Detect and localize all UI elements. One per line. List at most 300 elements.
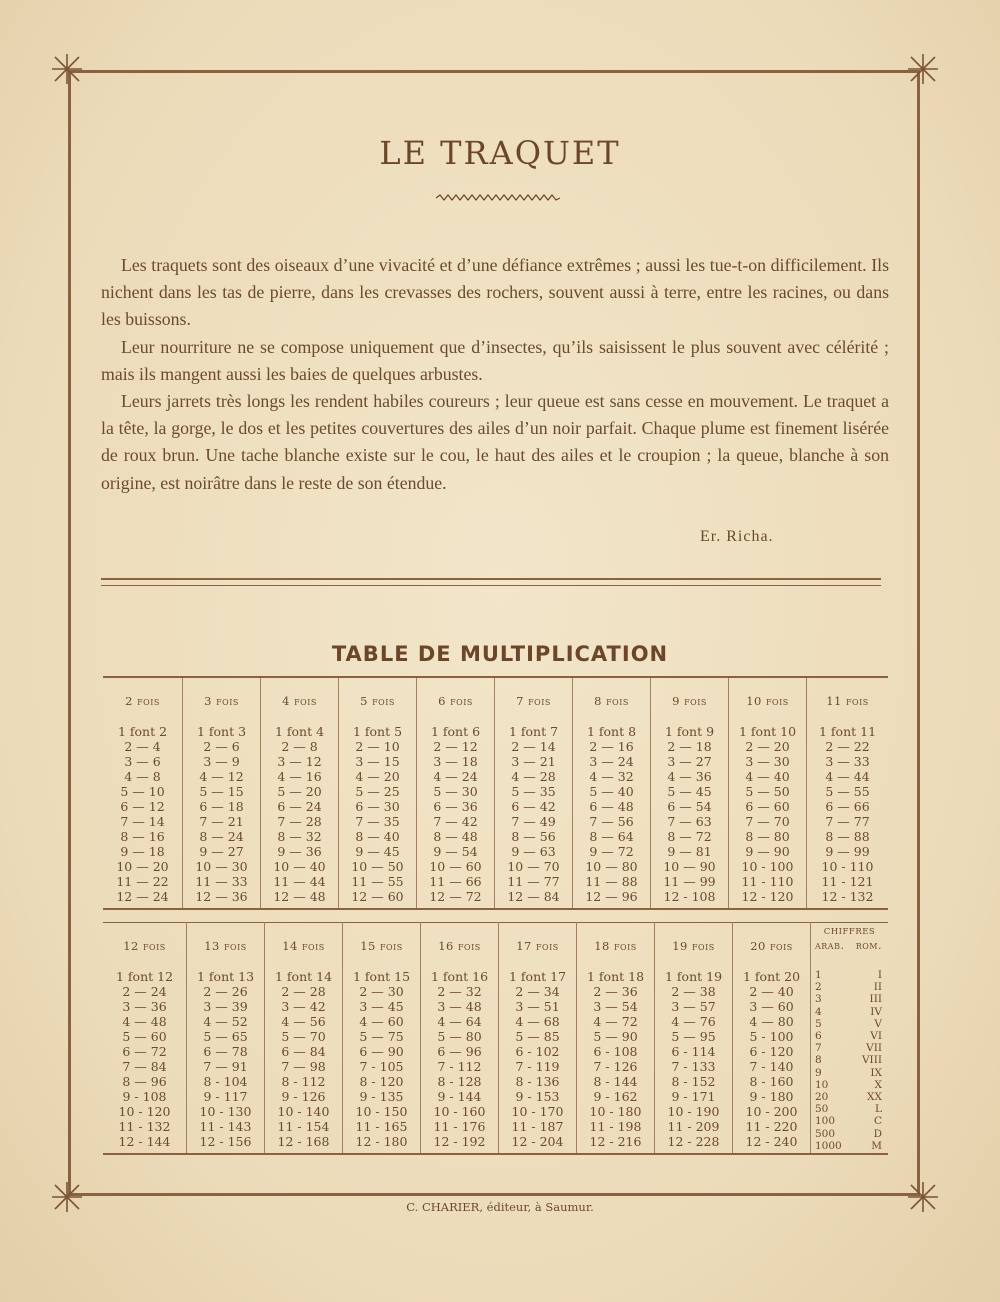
table-cell: 3 — 36: [122, 999, 167, 1014]
table-cell: 10 — 60: [429, 859, 482, 874]
table-column: [103, 969, 187, 1154]
table-cell: 4 — 36: [667, 769, 712, 784]
table-cell: 3 — 39: [203, 999, 248, 1014]
table-cell: 6 — 36: [433, 799, 478, 814]
table-cell: 11 — 44: [273, 874, 326, 889]
table-cell: 7 — 63: [667, 814, 712, 829]
article-paragraph: Leur nourriture ne se compose uniquement que d’insectes, qu’ils saisissent le plus souvent avec célérité ; mais ils mangent aussi les baies de quelques arbustes.: [101, 336, 889, 384]
table-cell: 7 — 21: [199, 814, 244, 829]
multiplication-table-bottom: [103, 922, 888, 1155]
table-cell: 7 - 119: [515, 1059, 560, 1074]
article-body: [101, 252, 889, 497]
table-cell: 11 - 209: [667, 1119, 720, 1134]
table-cell: 1 font 6: [430, 724, 481, 739]
roman-pair: [811, 969, 888, 981]
table-cell: 1 font 7: [508, 724, 559, 739]
arab-number: 3: [815, 993, 822, 1006]
table-cell: 11 — 88: [585, 874, 638, 889]
table-cell: 9 - 117: [203, 1089, 248, 1104]
corner-ornament-icon: [50, 52, 84, 86]
column-header: 6 fois: [417, 677, 495, 724]
table-column: [499, 969, 577, 1154]
column-header: 20 fois: [733, 923, 811, 970]
table-cell: 10 - 110: [821, 859, 874, 874]
roman-number: IV: [870, 1005, 882, 1018]
table-cell: 4 — 48: [122, 1014, 167, 1029]
table-cell: 9 — 81: [667, 844, 712, 859]
table-cell: 10 — 30: [195, 859, 248, 874]
table-cell: 12 — 48: [273, 889, 326, 904]
arab-number: 4: [815, 1005, 822, 1018]
table-cell: 2 — 22: [825, 739, 870, 754]
table-column: [103, 724, 183, 909]
roman-number: V: [874, 1017, 882, 1030]
table-cell: 5 — 20: [277, 784, 322, 799]
column-header: 15 fois: [343, 923, 421, 970]
table-column: [183, 724, 261, 909]
table-cell: 8 — 96: [122, 1074, 167, 1089]
table-cell: 10 - 150: [355, 1104, 408, 1119]
roman-subheading: [811, 938, 888, 953]
table-cell: 9 — 90: [745, 844, 790, 859]
column-header: 16 fois: [421, 923, 499, 970]
table-cell: 12 - 156: [199, 1134, 252, 1149]
arab-number: 8: [815, 1054, 822, 1067]
arab-number: 6: [815, 1030, 822, 1043]
roman-pair: [811, 1115, 888, 1127]
table-cell: 11 — 77: [507, 874, 560, 889]
roman-number: C: [873, 1115, 882, 1128]
table-cell: 12 — 60: [351, 889, 404, 904]
table-cell: 10 — 20: [116, 859, 169, 874]
rom-label: rom.: [855, 939, 882, 952]
arab-number: 5: [815, 1017, 822, 1030]
column-header: 4 fois: [261, 677, 339, 724]
table-cell: 3 — 9: [203, 754, 240, 769]
column-header: 18 fois: [577, 923, 655, 970]
table-cell: 2 — 10: [355, 739, 400, 754]
table-cell: 4 — 28: [511, 769, 556, 784]
table-cell: 8 — 88: [825, 829, 870, 844]
roman-number: VI: [870, 1030, 882, 1043]
table-cell: 12 — 84: [507, 889, 560, 904]
table-cell: 6 — 30: [355, 799, 400, 814]
table-cell: 7 — 91: [203, 1059, 248, 1074]
table-cell: 12 - 108: [663, 889, 716, 904]
table-cell: 3 — 45: [359, 999, 404, 1014]
table-cell: 7 — 35: [355, 814, 400, 829]
table-cell: 4 — 72: [593, 1014, 638, 1029]
table-cell: 5 — 25: [355, 784, 400, 799]
table-cell: 1 font 8: [586, 724, 637, 739]
table-cell: 3 — 42: [281, 999, 326, 1014]
table-cell: 1 font 10: [738, 724, 797, 739]
table-cell: 5 — 90: [593, 1029, 638, 1044]
table-cell: 12 - 132: [821, 889, 874, 904]
table-cell: 8 - 152: [671, 1074, 716, 1089]
table-cell: 6 — 48: [589, 799, 634, 814]
table-cell: 2 — 30: [359, 984, 404, 999]
table-cell: 8 — 40: [355, 829, 400, 844]
table-cell: 11 - 121: [821, 874, 874, 889]
table-cell: 2 — 36: [593, 984, 638, 999]
table-cell: 4 — 24: [433, 769, 478, 784]
table-cell: 12 - 192: [433, 1134, 486, 1149]
column-header: 8 fois: [573, 677, 651, 724]
table-cell: 6 — 18: [199, 799, 244, 814]
table-cell: 1 font 17: [508, 969, 567, 984]
publisher-footer: C. CHARIER, éditeur, à Saumur.: [406, 1200, 594, 1214]
roman-number: X: [874, 1078, 882, 1091]
table-cell: 9 — 27: [199, 844, 244, 859]
table-cell: 2 — 34: [515, 984, 560, 999]
table-column: [651, 724, 729, 909]
table-cell: 11 - 176: [433, 1119, 486, 1134]
table-cell: 10 — 80: [585, 859, 638, 874]
column-header: 14 fois: [265, 923, 343, 970]
table-cell: 2 — 38: [671, 984, 716, 999]
roman-pair: [811, 993, 888, 1005]
roman-pair: [811, 1054, 888, 1066]
table-cell: 9 — 63: [511, 844, 556, 859]
table-cell: 4 — 20: [355, 769, 400, 784]
table-cell: 5 — 80: [437, 1029, 482, 1044]
table-cell: 5 — 45: [667, 784, 712, 799]
roman-number: VIII: [861, 1054, 882, 1067]
table-cell: 1 font 2: [117, 724, 168, 739]
table-cell: 7 - 133: [671, 1059, 716, 1074]
table-cell: 5 — 70: [281, 1029, 326, 1044]
article-paragraph: Leurs jarrets très longs les rendent habiles coureurs ; leur queue est sans cesse en mouvement. Le traquet a la tête, la gorge, le dos et les petites couvertures des ailes d’un noir parfait. Chaque plume est finement lisérée de roux brun. Une tache blanche existe sur le cou, le haut des ailes et le croupion ; la queue, blanche à son origine, est noirâtre dans le reste de son étendue.: [101, 391, 889, 493]
table-cell: 8 — 56: [511, 829, 556, 844]
column-header: 9 fois: [651, 677, 729, 724]
column-header: 17 fois: [499, 923, 577, 970]
roman-heading: CHIFFRES: [823, 927, 876, 937]
table-cell: 7 - 105: [359, 1059, 404, 1074]
table-cell: 2 — 40: [749, 984, 794, 999]
table-cell: 7 - 126: [593, 1059, 638, 1074]
table-cell: 2 — 8: [281, 739, 318, 754]
table-cell: 2 — 12: [433, 739, 478, 754]
multiplication-table-top: [103, 676, 888, 910]
table-cell: 2 — 28: [281, 984, 326, 999]
table-cell: 4 — 80: [749, 1014, 794, 1029]
table-cell: 7 — 77: [825, 814, 870, 829]
table-cell: 2 — 20: [745, 739, 790, 754]
roman-number: I: [877, 969, 882, 981]
table-cell: 6 — 24: [277, 799, 322, 814]
table-cell: 7 — 84: [122, 1059, 167, 1074]
table-cell: 1 font 15: [352, 969, 411, 984]
table-cell: 9 - 171: [671, 1089, 716, 1104]
table-cell: 6 - 120: [749, 1044, 794, 1059]
table-cell: 4 — 8: [124, 769, 161, 784]
table-cell: 6 — 84: [281, 1044, 326, 1059]
table-column: [495, 724, 573, 909]
table-cell: 2 — 32: [437, 984, 482, 999]
table-cell: 6 — 42: [511, 799, 556, 814]
table-cell: 8 - 136: [515, 1074, 560, 1089]
table-cell: 12 — 36: [195, 889, 248, 904]
table-cell: 10 - 140: [277, 1104, 330, 1119]
table-cell: 12 - 180: [355, 1134, 408, 1149]
table-column: [807, 724, 889, 909]
table-cell: 8 — 32: [277, 829, 322, 844]
table-cell: 12 - 228: [667, 1134, 720, 1149]
title-flourish-icon: [436, 193, 560, 203]
column-header: 19 fois: [655, 923, 733, 970]
table-cell: 3 — 57: [671, 999, 716, 1014]
table-cell: 6 — 12: [120, 799, 165, 814]
column-header: 7 fois: [495, 677, 573, 724]
table-cell: 10 — 70: [507, 859, 560, 874]
table-cell: 12 - 120: [741, 889, 794, 904]
roman-number: VII: [866, 1042, 882, 1055]
table-cell: 6 — 96: [437, 1044, 482, 1059]
table-column: [261, 724, 339, 909]
table-cell: 11 — 66: [429, 874, 482, 889]
table-cell: 11 — 55: [351, 874, 404, 889]
table-cell: 10 - 160: [433, 1104, 486, 1119]
table-cell: 10 — 50: [351, 859, 404, 874]
table-cell: 12 — 72: [429, 889, 482, 904]
table-cell: 3 — 30: [745, 754, 790, 769]
table-cell: 11 - 198: [589, 1119, 642, 1134]
table-cell: 4 — 44: [825, 769, 870, 784]
table-cell: 1 font 18: [586, 969, 645, 984]
roman-pair: [811, 1103, 888, 1115]
table-cell: 11 - 132: [118, 1119, 171, 1134]
table-cell: 9 — 36: [277, 844, 322, 859]
table-cell: 2 — 4: [124, 739, 161, 754]
table-cell: 8 - 144: [593, 1074, 638, 1089]
table-cell: 5 — 15: [199, 784, 244, 799]
roman-number: XX: [867, 1091, 882, 1104]
corner-ornament-icon: [906, 52, 940, 86]
table-cell: 6 - 102: [515, 1044, 560, 1059]
arab-number: 7: [815, 1042, 822, 1055]
table-cell: 8 — 48: [433, 829, 478, 844]
table-cell: 6 — 78: [203, 1044, 248, 1059]
table-cell: 9 — 99: [825, 844, 870, 859]
table-cell: 1 font 11: [818, 724, 877, 739]
table-cell: 11 - 143: [199, 1119, 252, 1134]
table-cell: 8 - 112: [281, 1074, 326, 1089]
table-cell: 6 — 66: [825, 799, 870, 814]
table-cell: 3 — 33: [825, 754, 870, 769]
table-cell: 8 — 64: [589, 829, 634, 844]
table-cell: 8 — 72: [667, 829, 712, 844]
table-cell: 1 font 4: [274, 724, 325, 739]
table-cell: 10 - 130: [199, 1104, 252, 1119]
table-cell: 4 — 16: [277, 769, 322, 784]
table-cell: 6 - 108: [593, 1044, 638, 1059]
table-column: [733, 969, 811, 1154]
table-cell: 9 - 108: [122, 1089, 167, 1104]
table-cell: 5 — 75: [359, 1029, 404, 1044]
table-cell: 9 — 18: [120, 844, 165, 859]
column-header: 13 fois: [187, 923, 265, 970]
roman-number: L: [875, 1103, 882, 1116]
arab-number: 1000: [815, 1139, 842, 1152]
table-cell: 11 - 165: [355, 1119, 408, 1134]
table-cell: 12 — 24: [116, 889, 169, 904]
table-cell: 10 - 100: [741, 859, 794, 874]
table-cell: 2 — 14: [511, 739, 556, 754]
table-cell: 3 — 60: [749, 999, 794, 1014]
table-cell: 3 — 18: [433, 754, 478, 769]
arab-number: 9: [815, 1066, 822, 1079]
table-cell: 6 — 90: [359, 1044, 404, 1059]
arab-number: 500: [815, 1127, 836, 1140]
roman-pair: [811, 981, 888, 993]
roman-pair: [811, 1042, 888, 1054]
table-cell: 8 — 16: [120, 829, 165, 844]
column-header: 10 fois: [729, 677, 807, 724]
table-cell: 7 — 28: [277, 814, 322, 829]
table-cell: 7 — 98: [281, 1059, 326, 1074]
roman-number: III: [869, 993, 882, 1006]
table-column: [339, 724, 417, 909]
table-cell: 11 - 220: [745, 1119, 798, 1134]
table-cell: 9 — 72: [589, 844, 634, 859]
roman-pair: [811, 1079, 888, 1091]
table-cell: 3 — 15: [355, 754, 400, 769]
roman-numeral-column: [811, 969, 889, 1154]
table-cell: 1 font 14: [274, 969, 333, 984]
table-column: [729, 724, 807, 909]
table-cell: 4 — 68: [515, 1014, 560, 1029]
table-cell: 5 — 65: [203, 1029, 248, 1044]
table-cell: 10 - 200: [745, 1104, 798, 1119]
table-cell: 12 - 216: [589, 1134, 642, 1149]
table-cell: 10 - 190: [667, 1104, 720, 1119]
table-cell: 10 — 40: [273, 859, 326, 874]
table-cell: 3 — 24: [589, 754, 634, 769]
table-cell: 10 - 180: [589, 1104, 642, 1119]
table-cell: 6 — 54: [667, 799, 712, 814]
column-header: 11 fois: [807, 677, 889, 724]
table-cell: 11 - 110: [741, 874, 794, 889]
table-cell: 1 font 13: [196, 969, 255, 984]
column-header: 3 fois: [183, 677, 261, 724]
roman-number: IX: [870, 1066, 882, 1079]
table-cell: 7 - 112: [437, 1059, 482, 1074]
table-cell: 6 — 60: [745, 799, 790, 814]
table-cell: 3 — 48: [437, 999, 482, 1014]
table-title: TABLE DE MULTIPLICATION: [331, 642, 669, 666]
table-cell: 9 - 135: [359, 1089, 404, 1104]
arab-number: 20: [815, 1091, 829, 1104]
column-header: 2 fois: [125, 693, 160, 708]
table-column: [343, 969, 421, 1154]
column-header: 12 fois: [123, 938, 166, 953]
table-cell: 5 — 50: [745, 784, 790, 799]
article-signature: Er. Richa.: [700, 528, 774, 545]
roman-number: II: [873, 981, 882, 994]
table-cell: 4 — 52: [203, 1014, 248, 1029]
roman-pair: [811, 1128, 888, 1140]
table-cell: 9 - 153: [515, 1089, 560, 1104]
table-cell: 6 — 72: [122, 1044, 167, 1059]
table-cell: 3 — 27: [667, 754, 712, 769]
table-cell: 5 — 85: [515, 1029, 560, 1044]
table-cell: 10 — 90: [663, 859, 716, 874]
table-cell: 2 — 26: [203, 984, 248, 999]
table-column: [421, 969, 499, 1154]
table-cell: 12 - 168: [277, 1134, 330, 1149]
table-cell: 9 — 54: [433, 844, 478, 859]
arab-number: 10: [815, 1078, 829, 1091]
table-cell: 1 font 20: [742, 969, 801, 984]
table-cell: 8 - 120: [359, 1074, 404, 1089]
table-cell: 5 — 10: [120, 784, 165, 799]
table-cell: 9 — 45: [355, 844, 400, 859]
roman-number: D: [873, 1127, 882, 1140]
table-cell: 3 — 54: [593, 999, 638, 1014]
table-cell: 5 - 100: [749, 1029, 794, 1044]
table-cell: 1 font 19: [664, 969, 723, 984]
table-cell: 11 — 99: [663, 874, 716, 889]
article-paragraph: Les traquets sont des oiseaux d’une vivacité et d’une défiance extrêmes ; aussi les tue-t-on difficilement. Ils nichent dans les tas de pierre, dans les crevasses des rochers, souvent aussi à terre, entre les racines, ou dans les buissons.: [101, 255, 889, 330]
table-cell: 4 — 64: [437, 1014, 482, 1029]
table-cell: 11 - 187: [511, 1119, 564, 1134]
table-cell: 12 - 204: [511, 1134, 564, 1149]
table-column: [577, 969, 655, 1154]
article-title: LE TRAQUET: [379, 134, 621, 172]
table-cell: 7 — 49: [511, 814, 556, 829]
table-cell: 4 — 76: [671, 1014, 716, 1029]
table-column: [417, 724, 495, 909]
table-cell: 5 — 40: [589, 784, 634, 799]
roman-pair: [811, 1006, 888, 1018]
table-cell: 1 font 12: [115, 969, 174, 984]
table-cell: 1 font 3: [196, 724, 247, 739]
roman-pair: [811, 1140, 888, 1152]
table-cell: 5 — 30: [433, 784, 478, 799]
table-cell: 7 — 56: [589, 814, 634, 829]
table-cell: 2 — 24: [122, 984, 167, 999]
table-cell: 4 — 56: [281, 1014, 326, 1029]
table-cell: 7 - 140: [749, 1059, 794, 1074]
table-column: [187, 969, 265, 1154]
roman-pair: [811, 1018, 888, 1030]
table-column: [573, 724, 651, 909]
table-cell: 5 — 60: [122, 1029, 167, 1044]
section-divider: [101, 578, 881, 586]
table-cell: 2 — 18: [667, 739, 712, 754]
table-cell: 10 - 120: [118, 1104, 171, 1119]
table-cell: 9 - 126: [281, 1089, 326, 1104]
table-cell: 12 - 240: [745, 1134, 798, 1149]
arab-number: 100: [815, 1115, 836, 1128]
table-cell: 1 font 5: [352, 724, 403, 739]
table-cell: 8 — 80: [745, 829, 790, 844]
arab-number: 50: [815, 1103, 829, 1116]
roman-pair: [811, 1067, 888, 1079]
table-cell: 9 - 180: [749, 1089, 794, 1104]
table-cell: 11 - 154: [277, 1119, 330, 1134]
table-cell: 4 — 40: [745, 769, 790, 784]
table-cell: 12 - 144: [118, 1134, 171, 1149]
arab-number: 2: [815, 981, 822, 994]
table-cell: 7 — 70: [745, 814, 790, 829]
roman-numeral-header: [811, 923, 889, 970]
table-cell: 3 — 51: [515, 999, 560, 1014]
table-cell: 4 — 32: [589, 769, 634, 784]
table-cell: 9 - 144: [437, 1089, 482, 1104]
table-cell: 5 — 35: [511, 784, 556, 799]
